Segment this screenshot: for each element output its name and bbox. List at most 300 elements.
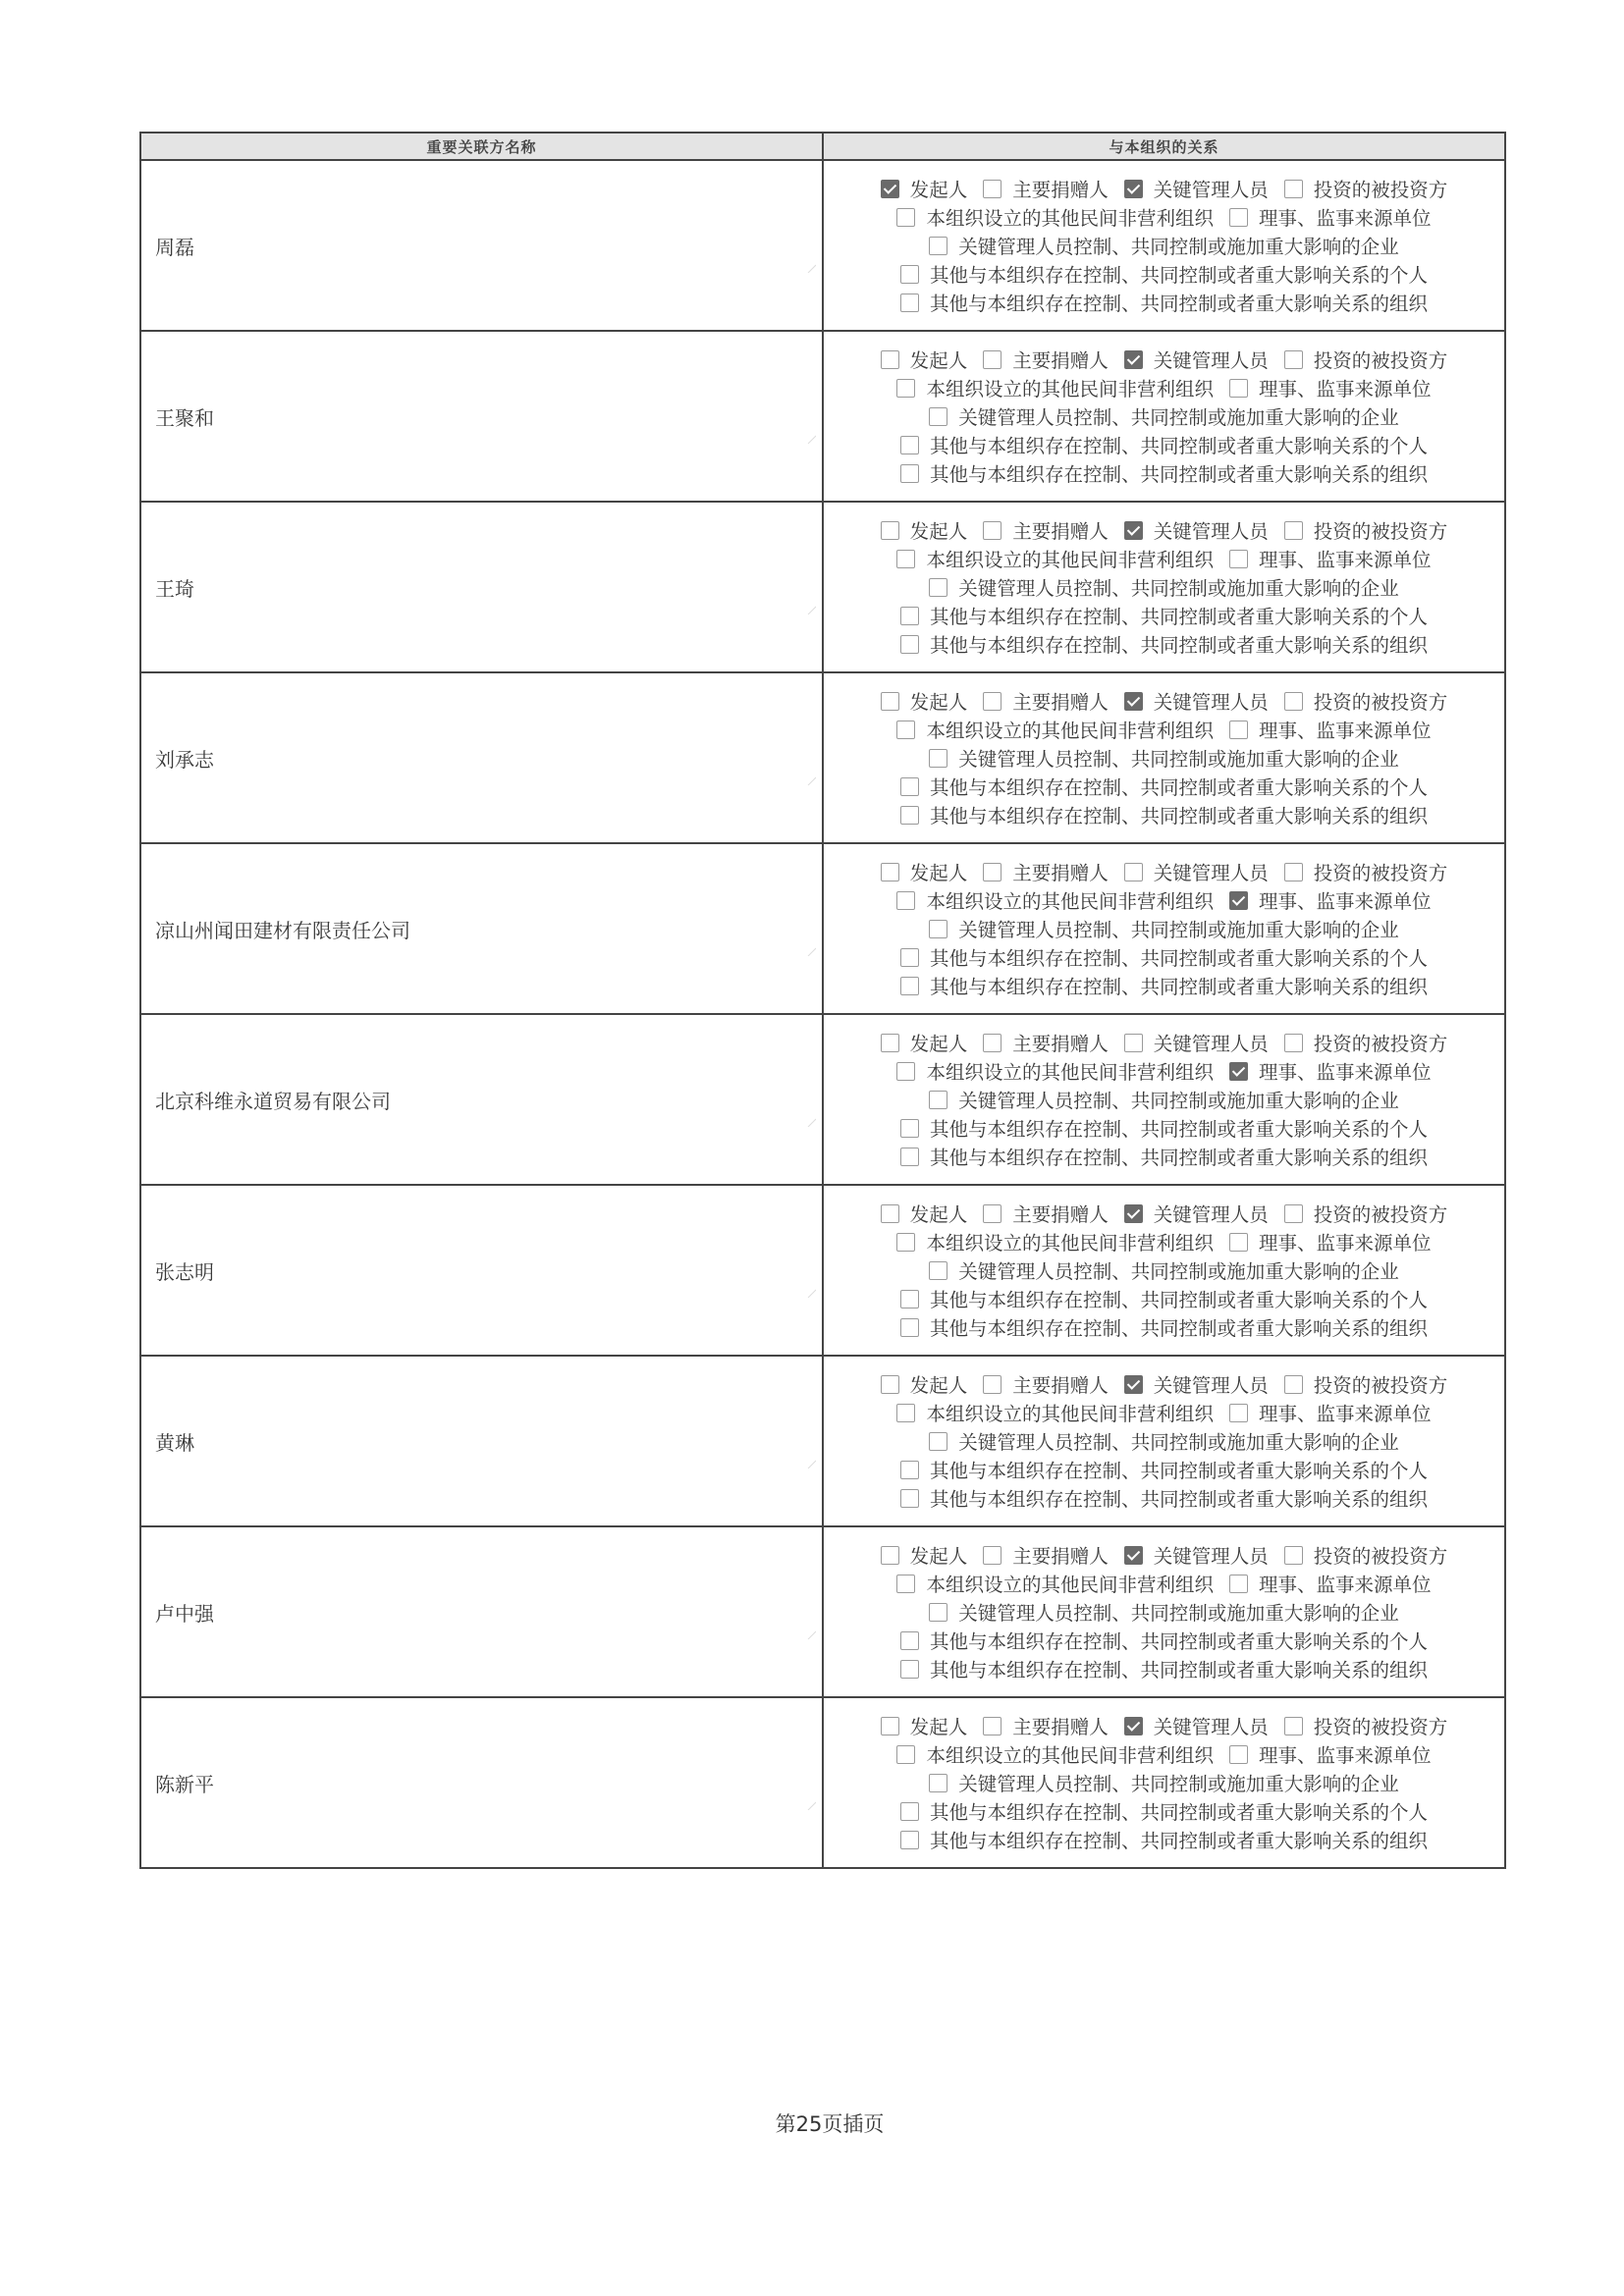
- checkbox-icon[interactable]: [881, 1375, 899, 1394]
- checkbox-icon[interactable]: [983, 1717, 1001, 1735]
- checkbox-icon[interactable]: [983, 1546, 1001, 1565]
- option-other-npo[interactable]: [896, 203, 1214, 231]
- related-party-table: [139, 132, 1506, 1869]
- option-label: 主要捐赠人: [1012, 1374, 1109, 1397]
- option-other-org[interactable]: [900, 801, 1428, 828]
- option-other-npo[interactable]: [896, 1057, 1214, 1085]
- checkbox-icon[interactable]: [1284, 692, 1303, 711]
- checkbox-icon[interactable]: [1284, 521, 1303, 540]
- option-major-donor[interactable]: [983, 516, 1109, 544]
- checkbox-icon[interactable]: [983, 863, 1001, 881]
- resize-grip-icon: [806, 946, 816, 956]
- option-key-mgmt-controlled[interactable]: [929, 573, 1399, 601]
- option-line: [824, 1370, 1504, 1399]
- checkbox-icon[interactable]: [1124, 1375, 1143, 1394]
- checkbox-icon[interactable]: [900, 294, 919, 312]
- option-line: [824, 1570, 1504, 1598]
- checkbox-icon[interactable]: [900, 1660, 919, 1679]
- option-line: [824, 744, 1504, 773]
- table-row: [140, 160, 1505, 331]
- checkbox-icon[interactable]: [881, 180, 899, 198]
- option-label: 理事、监事来源单位: [1259, 207, 1432, 230]
- option-major-donor[interactable]: [983, 1370, 1109, 1398]
- option-key-mgmt-controlled[interactable]: [929, 402, 1399, 430]
- checkbox-icon[interactable]: [1229, 1062, 1248, 1081]
- option-label: 本组织设立的其他民间非营利组织: [926, 549, 1214, 571]
- resize-grip-icon: [806, 434, 816, 444]
- option-line: [824, 943, 1504, 972]
- checkbox-icon[interactable]: [1284, 1375, 1303, 1394]
- checkbox-icon[interactable]: [900, 777, 919, 796]
- option-line: [824, 260, 1504, 289]
- option-line: [824, 1114, 1504, 1143]
- option-founder[interactable]: [881, 516, 968, 544]
- option-other-org[interactable]: [900, 1655, 1428, 1682]
- option-investee[interactable]: [1284, 175, 1448, 202]
- related-party-name-cell[interactable]: [140, 160, 823, 331]
- option-investee[interactable]: [1284, 516, 1448, 544]
- checkbox-icon[interactable]: [929, 1774, 947, 1792]
- checkbox-icon[interactable]: [1229, 208, 1248, 227]
- checkbox-icon[interactable]: [1284, 863, 1303, 881]
- option-board-source[interactable]: [1229, 545, 1432, 572]
- option-label: 主要捐赠人: [1012, 862, 1109, 884]
- header-relation: 与本组织的关系: [823, 133, 1505, 160]
- option-label: 发起人: [909, 1716, 968, 1738]
- relation-cell: [823, 1356, 1505, 1526]
- option-other-org[interactable]: [900, 1313, 1428, 1341]
- checkbox-icon[interactable]: [900, 1290, 919, 1308]
- checkbox-icon[interactable]: [900, 1802, 919, 1821]
- checkbox-icon[interactable]: [896, 891, 915, 910]
- checkbox-icon[interactable]: [896, 1404, 915, 1422]
- checkbox-icon[interactable]: [983, 1375, 1001, 1394]
- related-party-name-cell[interactable]: [140, 331, 823, 502]
- option-label: 其他与本组织存在控制、共同控制或者重大影响关系的个人: [929, 606, 1428, 628]
- option-label: 其他与本组织存在控制、共同控制或者重大影响关系的组织: [929, 1488, 1428, 1511]
- option-board-source[interactable]: [1229, 203, 1432, 231]
- checkbox-icon[interactable]: [900, 948, 919, 967]
- checkbox-icon[interactable]: [881, 1034, 899, 1052]
- related-party-name-cell[interactable]: [140, 1356, 823, 1526]
- checkbox-icon[interactable]: [1124, 350, 1143, 369]
- option-key-management[interactable]: [1124, 687, 1269, 715]
- option-investee[interactable]: [1284, 1029, 1448, 1056]
- option-line: [824, 1769, 1504, 1797]
- checkbox-icon[interactable]: [896, 1233, 915, 1252]
- option-board-source[interactable]: [1229, 1570, 1432, 1597]
- related-party-name-cell[interactable]: [140, 1697, 823, 1868]
- checkbox-icon[interactable]: [1229, 550, 1248, 568]
- option-other-individual[interactable]: [900, 1456, 1428, 1483]
- option-other-npo[interactable]: [896, 886, 1214, 914]
- option-other-individual[interactable]: [900, 260, 1428, 288]
- option-label: 其他与本组织存在控制、共同控制或者重大影响关系的个人: [929, 1460, 1428, 1482]
- checkbox-icon[interactable]: [929, 749, 947, 768]
- option-label: 发起人: [909, 349, 968, 372]
- option-board-source[interactable]: [1229, 886, 1432, 914]
- option-label: 理事、监事来源单位: [1259, 1744, 1432, 1767]
- option-label: 主要捐赠人: [1012, 691, 1109, 714]
- option-line: [824, 1427, 1504, 1456]
- option-other-individual[interactable]: [900, 1114, 1428, 1142]
- option-label: 发起人: [909, 862, 968, 884]
- option-label: 其他与本组织存在控制、共同控制或者重大影响关系的组织: [929, 1659, 1428, 1682]
- option-other-npo[interactable]: [896, 1228, 1214, 1255]
- checkbox-icon[interactable]: [896, 1062, 915, 1081]
- option-board-source[interactable]: [1229, 716, 1432, 743]
- option-label: 主要捐赠人: [1012, 1716, 1109, 1738]
- related-party-name-cell[interactable]: [140, 1014, 823, 1185]
- checkbox-icon[interactable]: [929, 920, 947, 938]
- checkbox-icon[interactable]: [983, 521, 1001, 540]
- option-major-donor[interactable]: [983, 1712, 1109, 1739]
- header-related-party-name: 重要关联方名称: [140, 133, 823, 160]
- checkbox-icon[interactable]: [1284, 350, 1303, 369]
- checkbox-icon[interactable]: [896, 721, 915, 739]
- checkbox-icon[interactable]: [929, 1091, 947, 1109]
- option-line: [824, 1740, 1504, 1769]
- option-other-org[interactable]: [900, 1143, 1428, 1170]
- checkbox-icon[interactable]: [929, 1261, 947, 1280]
- option-board-source[interactable]: [1229, 1057, 1432, 1085]
- option-other-org[interactable]: [900, 1826, 1428, 1853]
- option-line: [824, 1057, 1504, 1086]
- option-label: 投资的被投资方: [1313, 691, 1448, 714]
- option-board-source[interactable]: [1229, 1740, 1432, 1768]
- option-investee[interactable]: [1284, 346, 1448, 373]
- checkbox-icon[interactable]: [900, 1831, 919, 1849]
- option-line: [824, 915, 1504, 943]
- option-founder[interactable]: [881, 1370, 968, 1398]
- option-other-individual[interactable]: [900, 1285, 1428, 1312]
- checkbox-icon[interactable]: [881, 521, 899, 540]
- checkbox-icon[interactable]: [881, 1204, 899, 1223]
- related-party-name: 凉山州闻田建材有限责任公司: [155, 918, 410, 942]
- option-other-org[interactable]: [900, 1484, 1428, 1512]
- option-label: 关键管理人员控制、共同控制或施加重大影响的企业: [958, 1602, 1399, 1625]
- checkbox-icon[interactable]: [1229, 1745, 1248, 1764]
- option-line: [824, 1256, 1504, 1285]
- related-party-name: 刘承志: [155, 747, 214, 772]
- related-party-name-cell[interactable]: [140, 843, 823, 1014]
- option-label: 主要捐赠人: [1012, 349, 1109, 372]
- option-label: 关键管理人员控制、共同控制或施加重大影响的企业: [958, 1773, 1399, 1795]
- checkbox-icon[interactable]: [1284, 1034, 1303, 1052]
- relation-cell: [823, 1185, 1505, 1356]
- checkbox-icon[interactable]: [881, 350, 899, 369]
- checkbox-icon[interactable]: [1124, 180, 1143, 198]
- option-line: [824, 716, 1504, 744]
- checkbox-icon[interactable]: [929, 1603, 947, 1622]
- option-major-donor[interactable]: [983, 1200, 1109, 1227]
- option-key-mgmt-controlled[interactable]: [929, 915, 1399, 942]
- option-line: [824, 773, 1504, 801]
- related-party-name-cell[interactable]: [140, 672, 823, 843]
- option-major-donor[interactable]: [983, 1029, 1109, 1056]
- option-other-individual[interactable]: [900, 431, 1428, 458]
- checkbox-icon[interactable]: [900, 635, 919, 654]
- option-label: 理事、监事来源单位: [1259, 1403, 1432, 1425]
- page-number: 第25页插页: [775, 2112, 885, 2136]
- checkbox-icon[interactable]: [983, 350, 1001, 369]
- checkbox-icon[interactable]: [1284, 1717, 1303, 1735]
- option-label: 关键管理人员控制、共同控制或施加重大影响的企业: [958, 1090, 1399, 1112]
- option-key-mgmt-controlled[interactable]: [929, 232, 1399, 259]
- option-line: [824, 431, 1504, 459]
- option-other-npo[interactable]: [896, 1570, 1214, 1597]
- option-other-individual[interactable]: [900, 943, 1428, 971]
- option-label: 关键管理人员控制、共同控制或施加重大影响的企业: [958, 1260, 1399, 1283]
- option-other-npo[interactable]: [896, 716, 1214, 743]
- option-founder[interactable]: [881, 1712, 968, 1739]
- option-founder[interactable]: [881, 1541, 968, 1569]
- checkbox-icon[interactable]: [900, 1461, 919, 1479]
- option-key-management[interactable]: [1124, 1541, 1269, 1569]
- checkbox-icon[interactable]: [1124, 1034, 1143, 1052]
- option-investee[interactable]: [1284, 1712, 1448, 1739]
- option-label: 关键管理人员: [1153, 691, 1269, 714]
- option-board-source[interactable]: [1229, 1228, 1432, 1255]
- option-label: 其他与本组织存在控制、共同控制或者重大影响关系的组织: [929, 293, 1428, 315]
- checkbox-icon[interactable]: [1229, 1575, 1248, 1593]
- option-key-mgmt-controlled[interactable]: [929, 1256, 1399, 1284]
- checkbox-icon[interactable]: [1229, 721, 1248, 739]
- option-label: 关键管理人员: [1153, 1545, 1269, 1568]
- option-label: 关键管理人员: [1153, 1033, 1269, 1055]
- option-line: [824, 972, 1504, 1000]
- option-label: 理事、监事来源单位: [1259, 1232, 1432, 1255]
- option-major-donor[interactable]: [983, 687, 1109, 715]
- checkbox-icon[interactable]: [1284, 1204, 1303, 1223]
- option-key-management[interactable]: [1124, 1200, 1269, 1227]
- option-label: 发起人: [909, 1545, 968, 1568]
- checkbox-icon[interactable]: [900, 265, 919, 284]
- checkbox-icon[interactable]: [1229, 891, 1248, 910]
- option-line: [824, 459, 1504, 488]
- option-key-mgmt-controlled[interactable]: [929, 744, 1399, 772]
- option-investee[interactable]: [1284, 1370, 1448, 1398]
- option-other-npo[interactable]: [896, 374, 1214, 401]
- option-line: [824, 175, 1504, 203]
- option-label: 投资的被投资方: [1313, 349, 1448, 372]
- option-investee[interactable]: [1284, 858, 1448, 885]
- related-party-name: 卢中强: [155, 1601, 214, 1626]
- option-label: 理事、监事来源单位: [1259, 1061, 1432, 1084]
- option-key-mgmt-controlled[interactable]: [929, 1769, 1399, 1796]
- option-other-individual[interactable]: [900, 1627, 1428, 1654]
- option-board-source[interactable]: [1229, 1399, 1432, 1426]
- option-key-management[interactable]: [1124, 1370, 1269, 1398]
- option-label: 投资的被投资方: [1313, 1374, 1448, 1397]
- checkbox-icon[interactable]: [983, 1034, 1001, 1052]
- option-major-donor[interactable]: [983, 858, 1109, 885]
- option-other-individual[interactable]: [900, 602, 1428, 629]
- checkbox-icon[interactable]: [900, 1119, 919, 1138]
- checkbox-icon[interactable]: [1229, 379, 1248, 398]
- relation-options: [824, 508, 1504, 667]
- option-label: 投资的被投资方: [1313, 1203, 1448, 1226]
- checkbox-icon[interactable]: [881, 863, 899, 881]
- checkbox-icon[interactable]: [983, 692, 1001, 711]
- checkbox-icon[interactable]: [896, 550, 915, 568]
- option-line: [824, 1541, 1504, 1570]
- related-party-name-cell[interactable]: [140, 1185, 823, 1356]
- option-label: 投资的被投资方: [1313, 1716, 1448, 1738]
- checkbox-icon[interactable]: [900, 436, 919, 454]
- checkbox-icon[interactable]: [929, 237, 947, 255]
- option-label: 发起人: [909, 691, 968, 714]
- checkbox-icon[interactable]: [929, 407, 947, 426]
- relation-cell: [823, 160, 1505, 331]
- option-key-management[interactable]: [1124, 346, 1269, 373]
- option-line: [824, 630, 1504, 659]
- option-label: 其他与本组织存在控制、共同控制或者重大影响关系的个人: [929, 435, 1428, 457]
- relation-cell: [823, 672, 1505, 843]
- checkbox-icon[interactable]: [900, 1489, 919, 1508]
- checkbox-icon[interactable]: [1229, 1233, 1248, 1252]
- option-key-mgmt-controlled[interactable]: [929, 1086, 1399, 1113]
- option-other-npo[interactable]: [896, 1399, 1214, 1426]
- checkbox-icon[interactable]: [1124, 692, 1143, 711]
- option-investee[interactable]: [1284, 687, 1448, 715]
- option-other-individual[interactable]: [900, 773, 1428, 800]
- option-line: [824, 1797, 1504, 1826]
- related-party-name-cell[interactable]: [140, 502, 823, 672]
- checkbox-icon[interactable]: [1124, 1717, 1143, 1735]
- checkbox-icon[interactable]: [881, 1546, 899, 1565]
- resize-grip-icon: [806, 263, 816, 273]
- option-label: 其他与本组织存在控制、共同控制或者重大影响关系的组织: [929, 1830, 1428, 1852]
- option-line: [824, 801, 1504, 829]
- option-label: 发起人: [909, 1374, 968, 1397]
- option-key-management[interactable]: [1124, 858, 1269, 885]
- option-founder[interactable]: [881, 858, 968, 885]
- relation-options: [824, 167, 1504, 325]
- option-founder[interactable]: [881, 1029, 968, 1056]
- table-body: [140, 160, 1505, 1868]
- option-label: 本组织设立的其他民间非营利组织: [926, 1061, 1214, 1084]
- checkbox-icon[interactable]: [900, 464, 919, 483]
- checkbox-icon[interactable]: [900, 977, 919, 995]
- option-label: 关键管理人员控制、共同控制或施加重大影响的企业: [958, 919, 1399, 941]
- checkbox-icon[interactable]: [1124, 1546, 1143, 1565]
- option-key-mgmt-controlled[interactable]: [929, 1427, 1399, 1455]
- checkbox-icon[interactable]: [900, 1318, 919, 1337]
- option-line: [824, 1627, 1504, 1655]
- option-investee[interactable]: [1284, 1541, 1448, 1569]
- related-party-name: 陈新平: [155, 1772, 214, 1796]
- option-line: [824, 346, 1504, 374]
- option-label: 本组织设立的其他民间非营利组织: [926, 1403, 1214, 1425]
- checkbox-icon[interactable]: [1229, 1404, 1248, 1422]
- checkbox-icon[interactable]: [1284, 1546, 1303, 1565]
- related-party-name-cell[interactable]: [140, 1526, 823, 1697]
- resize-grip-icon: [806, 605, 816, 614]
- option-investee[interactable]: [1284, 1200, 1448, 1227]
- option-label: 其他与本组织存在控制、共同控制或者重大影响关系的个人: [929, 1630, 1428, 1653]
- option-key-management[interactable]: [1124, 175, 1269, 202]
- option-other-org[interactable]: [900, 289, 1428, 316]
- checkbox-icon[interactable]: [881, 692, 899, 711]
- option-label: 本组织设立的其他民间非营利组织: [926, 890, 1214, 913]
- option-key-management[interactable]: [1124, 1712, 1269, 1739]
- option-label: 主要捐赠人: [1012, 1033, 1109, 1055]
- checkbox-icon[interactable]: [1124, 863, 1143, 881]
- checkbox-icon[interactable]: [900, 1631, 919, 1650]
- option-founder[interactable]: [881, 346, 968, 373]
- resize-grip-icon: [806, 1629, 816, 1639]
- checkbox-icon[interactable]: [983, 180, 1001, 198]
- option-founder[interactable]: [881, 1200, 968, 1227]
- option-label: 关键管理人员控制、共同控制或施加重大影响的企业: [958, 1431, 1399, 1454]
- relation-cell: [823, 1697, 1505, 1868]
- checkbox-icon[interactable]: [983, 1204, 1001, 1223]
- option-line: [824, 1029, 1504, 1057]
- checkbox-icon[interactable]: [929, 1432, 947, 1451]
- option-label: 关键管理人员: [1153, 520, 1269, 543]
- resize-grip-icon: [806, 775, 816, 785]
- option-major-donor[interactable]: [983, 175, 1109, 202]
- option-major-donor[interactable]: [983, 1541, 1109, 1569]
- option-major-donor[interactable]: [983, 346, 1109, 373]
- checkbox-icon[interactable]: [929, 578, 947, 597]
- option-label: 其他与本组织存在控制、共同控制或者重大影响关系的组织: [929, 634, 1428, 657]
- checkbox-icon[interactable]: [881, 1717, 899, 1735]
- option-other-npo[interactable]: [896, 545, 1214, 572]
- option-line: [824, 1313, 1504, 1342]
- option-key-management[interactable]: [1124, 1029, 1269, 1056]
- option-other-org[interactable]: [900, 459, 1428, 487]
- checkbox-icon[interactable]: [1284, 180, 1303, 198]
- option-label: 本组织设立的其他民间非营利组织: [926, 207, 1214, 230]
- option-other-org[interactable]: [900, 630, 1428, 658]
- option-label: 本组织设立的其他民间非营利组织: [926, 1744, 1214, 1767]
- table-row: [140, 1356, 1505, 1526]
- checkbox-icon[interactable]: [896, 1575, 915, 1593]
- option-line: [824, 1456, 1504, 1484]
- checkbox-icon[interactable]: [896, 379, 915, 398]
- checkbox-icon[interactable]: [896, 208, 915, 227]
- option-other-individual[interactable]: [900, 1797, 1428, 1825]
- checkbox-icon[interactable]: [900, 1148, 919, 1166]
- option-line: [824, 1200, 1504, 1228]
- table-row: [140, 1185, 1505, 1356]
- option-other-npo[interactable]: [896, 1740, 1214, 1768]
- option-line: [824, 289, 1504, 317]
- option-line: [824, 1484, 1504, 1513]
- option-label: 其他与本组织存在控制、共同控制或者重大影响关系的组织: [929, 463, 1428, 486]
- option-other-org[interactable]: [900, 972, 1428, 999]
- option-key-mgmt-controlled[interactable]: [929, 1598, 1399, 1626]
- option-founder[interactable]: [881, 687, 968, 715]
- option-label: 其他与本组织存在控制、共同控制或者重大影响关系的个人: [929, 1289, 1428, 1311]
- option-label: 关键管理人员: [1153, 1716, 1269, 1738]
- table-row: [140, 331, 1505, 502]
- checkbox-icon[interactable]: [1124, 521, 1143, 540]
- option-label: 主要捐赠人: [1012, 179, 1109, 201]
- checkbox-icon[interactable]: [900, 806, 919, 825]
- option-founder[interactable]: [881, 175, 968, 202]
- option-label: 发起人: [909, 520, 968, 543]
- option-board-source[interactable]: [1229, 374, 1432, 401]
- checkbox-icon[interactable]: [1124, 1204, 1143, 1223]
- checkbox-icon[interactable]: [900, 607, 919, 625]
- relation-options: [824, 1021, 1504, 1179]
- option-line: [824, 232, 1504, 260]
- option-key-management[interactable]: [1124, 516, 1269, 544]
- checkbox-icon[interactable]: [896, 1745, 915, 1764]
